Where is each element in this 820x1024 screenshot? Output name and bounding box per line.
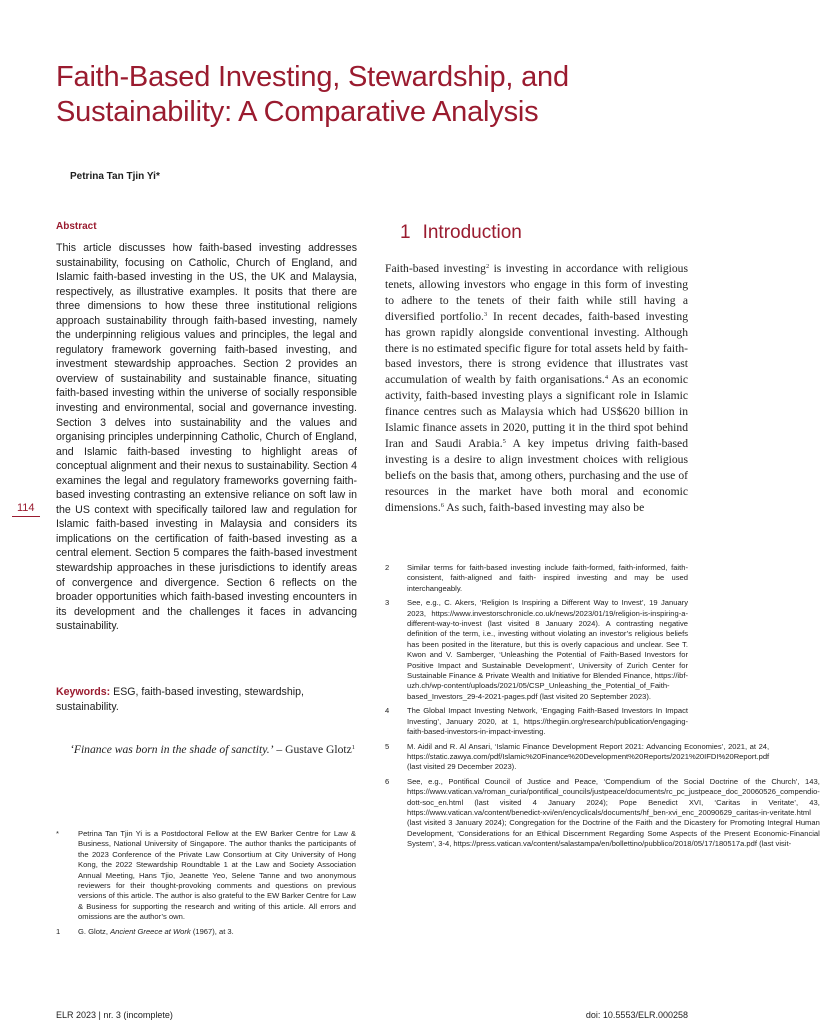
footnote-item xyxy=(56,829,356,923)
footnote-text: See, e.g., C. Akers, ‘Religion Is Inspiring a Different Way to Invest’, 19 January 2023, https://www.investorschronicle.co.uk/news/2023/01/19/religion-is-inspiring-a-different-way-to-invest (last visited 8 January 2024). A contrasting negative definition of the term, i.e., investing without violating an investor’s religious beliefs has been posited in the literature, but this is overly capacious and unclear. See T. Kwon and V. Samberger, ‘Unleashing the Potential of Faith-Based Investors for Positive Impact and Sustainable Development’, University of Zurich Center for Sustainable Finance & Private Wealth and Initiative for Blended Finance, https://ibf-uzh.ch/wp-content/uploads/2021/05/CSP_Unleashing_the_Potential_of_Faith-based_Investors_29-4-2021-pages.pdf (last visited 20 September 2023). xyxy=(407,598,688,701)
article-title: Faith-Based Investing, Stewardship, and Sustainability: A Comparative Analysis xyxy=(56,61,569,128)
footnote-marker: 6 xyxy=(385,776,390,786)
footnote-text: Petrina Tan Tjin Yi is a Postdoctoral Fellow at the EW Barker Centre for Law & Business, National University of Singapore. The author thanks the participants of the 2023 Conference of the Private Law Consortium at City University of Hong Kong, the 2022 Stewardship Roundtable 1 at the Law and Society Association Annual Meeting, Hans Tjio, Jeanette Yeo, Selene Tanne and two anonymous reviewers for their thought-provoking comments and questions on previous versions of this article. The author is also grateful to the EW Barker Centre for Law & Business for supporting the research and writing of this article. All errors and omissions are the author’s own. xyxy=(78,829,356,922)
intro-text: In recent decades, faith-based investing has grown rapidly alongside conventional investing. Although there is no estimated specific figure for total assets held by faith-based investors, there is strong evidence that illustrates vast accumulation of wealth by faith organisations. xyxy=(385,309,688,387)
footnote-book-title: Ancient Greece at Work xyxy=(110,926,191,936)
keywords xyxy=(56,685,357,714)
keywords-text: ESG, faith-based investing, stewardship, sustainability. xyxy=(56,686,304,713)
footnote-item xyxy=(385,598,688,702)
intro-text: As such, faith-based investing may also be xyxy=(443,500,645,514)
footnote-text: The Global Impact Investing Network, ‘Engaging Faith-Based Investors In Impact Investing’, January 2020, at 1, https://thegiin.org/research/publication/engaging-faith-based-investors-in-impact-investing. xyxy=(407,706,688,737)
footnote-text-part: (1967), at 3. xyxy=(190,926,234,936)
footnote-ref-1[interactable]: 1 xyxy=(351,744,356,751)
footnote-item xyxy=(56,927,356,937)
footnote-item xyxy=(385,563,688,594)
footnote-text: Similar terms for faith-based investing include faith-formed, faith-informed, faith-consistent, faith-aligned and faith- inspired investing and may be used interchangeably. xyxy=(407,563,688,593)
intro-text: A key impetus driving faith-based investing is a desire to align investment choices with religious beliefs on the basis that, among others, purchasing and the use of resources in the market have both moral and economic dimensions. xyxy=(385,436,689,514)
intro-text: Faith-based investing xyxy=(385,262,486,275)
footnote-item xyxy=(385,776,820,850)
page-number: 114 xyxy=(17,502,35,514)
footnote-marker: 1 xyxy=(56,926,61,936)
introduction-paragraph xyxy=(385,261,688,516)
footnote-text-part: G. Glotz, xyxy=(78,926,111,936)
epigraph-quote: ‘Finance was born in the shade of sanctity.’ xyxy=(70,743,274,756)
epigraph-attribution: – Gustave Glotz xyxy=(273,743,352,756)
right-footnotes xyxy=(385,563,820,854)
footnote-item xyxy=(385,741,770,773)
footnote-ref-4[interactable]: 4 xyxy=(604,374,609,382)
footnote-text: M. Aidil and R. Al Ansari, ‘Islamic Finance Development Report 2021: Advancing Economies’, 2021, at 24, https://static.zawya.com/pdf/Islamic%20Finance%20Development%20Reports/2021%20IFDI%20Report.pdf (last visited 29 December 2023). xyxy=(407,741,770,772)
page-number-rule xyxy=(12,516,40,517)
epigraph xyxy=(70,742,358,758)
footnote-marker: 3 xyxy=(385,598,390,608)
intro-text: As an economic activity, faith-based investing plays a significant role in Islamic finance centres such as Malaysia which had US$620 billion in Islamic finance assets in 2020, putting it in the third spot behind Iran and Saudi Arabia. xyxy=(385,373,689,450)
section-number: 1 xyxy=(400,222,411,243)
footnote-marker: 2 xyxy=(385,563,390,572)
footnote-ref-3[interactable]: 3 xyxy=(483,310,488,318)
footnote-text xyxy=(78,927,356,937)
footnote-ref-6[interactable]: 6 xyxy=(440,501,444,509)
abstract-body: This article discusses how faith-based investing addresses sustainability, focusing on Catholic, Church of England, and Islamic faith-based investing in the US, the UK and Malaysia, respectively, as illustrative examples. It posits that there are three dimensions to how these three institutional religions approach sustainability through faith-based investing, namely the underpinning religious values and principles, the legal and regulatory framework governing faith-based investing, and investment stewardship approaches. Section 2 provides an overview of sustainability and sustainable finance, situating faith-based investing within the universe of socially responsible investing and environmental, social and governance investing. Section 3 delves into sustainability and the values and organising principles underpinning Catholic, Church of England, and Islamic faith-based investing to highlight areas of conceptual alignment and their nexus to sustainability. Section 4 examines the legal and regulatory frameworks governing faith-based investing contrasting an extensive reliance on soft law in the US context with specifically tailored law and regulation for Islamic faith-based investing in Malaysia and considers its implications on the certification of faith-based investing as a central element. Section 5 compares the faith-based investment stewardship approaches in these jurisdictions to identify areas of convergence and divergence. Section 6 reflects on the broader opportunities which faith-based investing encounters in its development and the challenges it faces in advancing sustainability. xyxy=(56,242,357,633)
footnote-text: See, e.g., Pontifical Council of Justice and Peace, ‘Compendium of the Social Doctrine of the Church’, 143, https://www.vatican.va/roman_curia/pontifical_councils/justpeace/documents/rc_pc_justpeace_doc_20060526_compendio-dott-soc_en.html (last visited 4 January 2024); Pope Benedict XVI, ‘Caritas in Veritate’, 43, https://www.vatican.va/content/benedict-xvi/en/encyclicals/documents/hf_ben-xvi_enc_20090629_caritas-in-veritate.html (last visited 3 January 2024); Congregation for the Doctrine of the Faith and the Dicastery for Promoting Integral Human Development, ‘Considerations for an Ethical Discernment Regarding Some Aspects of the Present Economic-Financial System’, 3-4, https://press.vatican.va/content/salastampa/en/bollettino/pubblico/2018/05/17/180517a.pdf (last visit- xyxy=(407,776,820,849)
footnote-ref-5[interactable]: 5 xyxy=(502,437,506,445)
keywords-label: Keywords: xyxy=(56,686,111,698)
footnote-marker: * xyxy=(56,829,59,838)
footnote-marker: 5 xyxy=(385,741,390,751)
footnote-marker: 4 xyxy=(385,706,390,716)
intro-text: is investing in accordance with religious tenets, allowing investors who engage in this form of investing to adhere to the tenets of their faith while still having a diversified portfolio. xyxy=(385,262,688,323)
author-name: Petrina Tan Tjin Yi* xyxy=(70,171,160,182)
abstract-heading: Abstract xyxy=(56,221,97,232)
left-footnotes xyxy=(56,829,356,941)
doi[interactable]: doi: 10.5553/ELR.000258 xyxy=(585,1010,688,1020)
section-heading xyxy=(400,222,522,244)
section-title: Introduction xyxy=(422,222,522,243)
footnote-ref-2[interactable]: 2 xyxy=(485,263,490,270)
footnote-item xyxy=(385,706,688,737)
journal-reference: ELR 2023 | nr. 3 (incomplete) xyxy=(56,1010,173,1020)
